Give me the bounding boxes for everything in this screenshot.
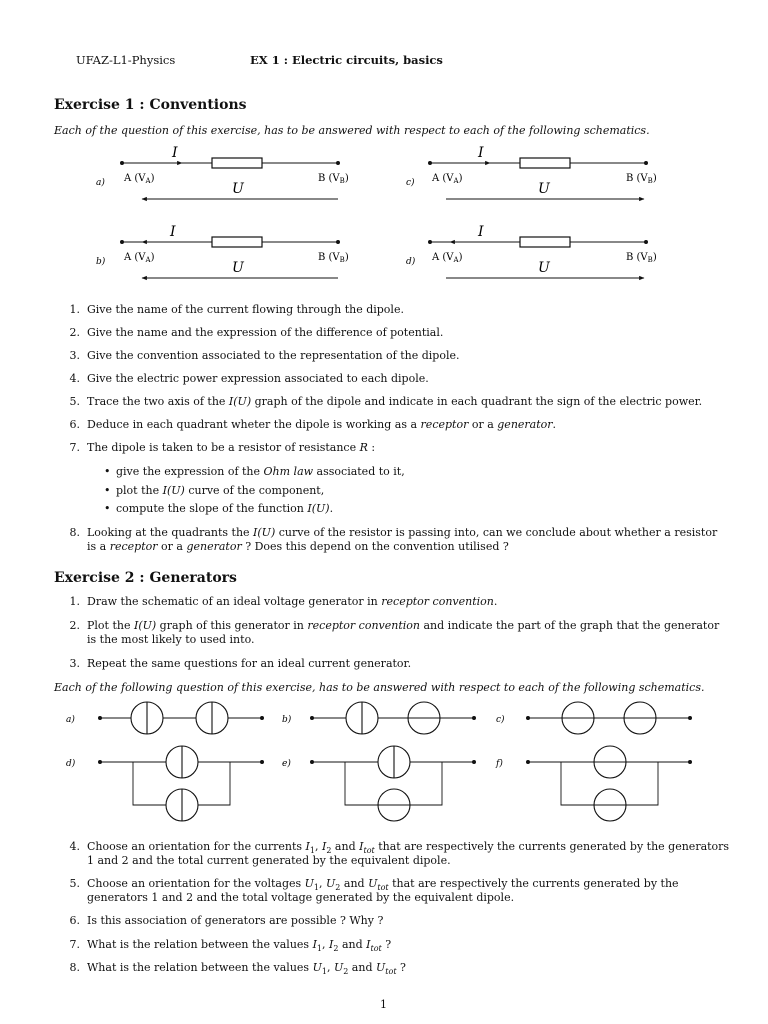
voltage-symbol: U — [232, 181, 244, 197]
current-generator-icon — [624, 702, 656, 734]
voltage-generator-icon — [346, 702, 378, 734]
voltage-symbol: U — [538, 181, 550, 197]
resistor-icon — [520, 237, 570, 247]
circuit-label: a) — [66, 715, 75, 725]
resistor-icon — [212, 237, 262, 247]
resistor-icon — [520, 158, 570, 168]
dipole-label: a) — [96, 178, 105, 188]
node-a-label: A $(V_A)$ — [124, 173, 155, 185]
exercise-1-intro: Each of the question of this exercise, has to be answered with respect to each of the following schematics. — [54, 124, 650, 137]
node-a-label: A $(V_A)$ — [124, 252, 155, 264]
circuit-d — [66, 746, 264, 821]
circuit-label: f) — [496, 759, 503, 769]
circuit-a — [66, 702, 264, 734]
dipole-label: d) — [406, 257, 416, 267]
generator-schematics — [0, 695, 768, 825]
dipole-label: c) — [406, 178, 415, 188]
course-label: UFAZ-L1-Physics — [76, 53, 176, 67]
node-b-label: B $(V_B)$ — [626, 173, 657, 185]
document-title: EX 1 : Electric circuits, basics — [250, 53, 443, 67]
circuit-c — [496, 702, 692, 734]
node-b-label: B $(V_B)$ — [318, 173, 349, 185]
current-symbol: I — [172, 145, 178, 161]
node-b-label: B $(V_B)$ — [626, 252, 657, 264]
page-number: 1 — [380, 998, 387, 1011]
node-a-label: A $(V_A)$ — [432, 173, 463, 185]
circuit-label: e) — [282, 759, 291, 769]
dipole-d — [406, 224, 657, 278]
circuit-label: b) — [282, 715, 292, 725]
circuit-e — [282, 746, 476, 821]
voltage-generator-icon — [166, 789, 198, 821]
voltage-generator-icon — [131, 702, 163, 734]
circuit-label: c) — [496, 715, 505, 725]
circuit-label: d) — [66, 759, 76, 769]
node-a-label: A $(V_A)$ — [432, 252, 463, 264]
current-symbol: I — [478, 224, 484, 240]
exercise-2-title: Exercise 2 : Generators — [54, 570, 237, 586]
current-generator-icon — [378, 789, 410, 821]
exercise-1-title: Exercise 1 : Conventions — [54, 97, 247, 113]
voltage-generator-icon — [196, 702, 228, 734]
resistor-icon — [212, 158, 262, 168]
current-generator-icon — [562, 702, 594, 734]
exercise-2-intro: Each of the following question of this exercise, has to be answered with respect to each of the following schematics. — [54, 681, 705, 694]
circuit-b — [282, 702, 476, 734]
dipole-schematics — [0, 140, 768, 285]
voltage-symbol: U — [232, 260, 244, 276]
node-b-label: B $(V_B)$ — [318, 252, 349, 264]
dipole-b — [96, 224, 349, 278]
current-symbol: I — [170, 224, 176, 240]
current-symbol: I — [478, 145, 484, 161]
dipole-c — [406, 145, 657, 199]
current-generator-icon — [408, 702, 440, 734]
voltage-generator-icon — [166, 746, 198, 778]
current-generator-icon — [594, 789, 626, 821]
current-generator-icon — [594, 746, 626, 778]
dipole-label: b) — [96, 257, 106, 267]
circuit-f — [495, 746, 692, 821]
voltage-generator-icon — [378, 746, 410, 778]
voltage-symbol: U — [538, 260, 550, 276]
dipole-a — [96, 145, 349, 199]
